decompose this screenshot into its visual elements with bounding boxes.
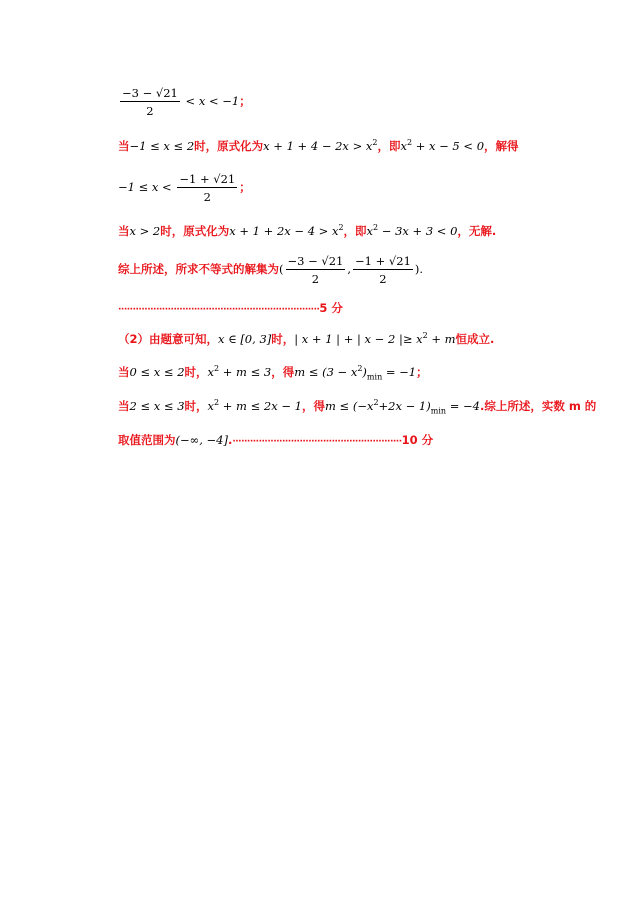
subscript: min xyxy=(366,372,383,382)
score-label: 10 分 xyxy=(401,433,434,447)
exponent: 2 xyxy=(373,398,379,408)
fraction-denominator: 2 xyxy=(311,272,320,286)
exponent: 2 xyxy=(373,223,379,233)
math-segment: + m xyxy=(427,332,456,346)
math-segment: x ∈ [0, 3] xyxy=(218,332,272,346)
exponent: 2 xyxy=(357,364,363,374)
math-segment: + m ≤ 2x − 1 xyxy=(219,399,302,413)
exponent: 2 xyxy=(214,398,220,408)
text-segment: （2）由题意可知， xyxy=(118,332,219,346)
math-segment: x xyxy=(366,224,374,238)
paren: ) xyxy=(414,262,420,276)
text-segment: ，得 xyxy=(301,399,325,413)
math-segment: = −4 xyxy=(446,399,480,413)
text-segment: ，即 xyxy=(343,224,367,238)
math-segment: +2x − 1) xyxy=(378,399,431,413)
leader-dots: ·························································· xyxy=(232,437,402,447)
text-segment: 时， xyxy=(184,365,208,379)
solution-line-1 xyxy=(118,86,251,118)
score-label: 5 分 xyxy=(319,301,343,315)
solution-line-5 xyxy=(118,254,423,286)
semicolon: ； xyxy=(239,180,251,194)
solution-line-3 xyxy=(118,172,251,204)
math-segment: x xyxy=(207,399,215,413)
text-segment: 恒成立. xyxy=(455,332,495,346)
text-segment: 综上所述，所求不等式的解集为 xyxy=(118,262,279,276)
text-segment: 当 xyxy=(118,224,130,238)
semicolon: ； xyxy=(416,365,428,379)
text-segment: ，无解. xyxy=(457,224,497,238)
inequality-tail: < x < −1 xyxy=(181,94,240,108)
math-segment: 2 ≤ x ≤ 3 xyxy=(129,399,185,413)
period: . xyxy=(419,262,424,276)
math-segment: + x − 5 < 0 xyxy=(412,139,485,153)
solution-line-8 xyxy=(118,364,428,381)
math-segment: x > 2 xyxy=(129,224,161,238)
fraction-numerator: −3 − √21 xyxy=(122,86,178,100)
text-segment: 当 xyxy=(118,139,130,153)
fraction-denominator: 2 xyxy=(146,104,154,118)
exponent: 2 xyxy=(214,364,220,374)
fraction-numerator: −1 + √21 xyxy=(179,172,236,186)
text-segment: . xyxy=(227,433,233,447)
leader-dots: ····································································· xyxy=(118,305,320,315)
math-segment: ) xyxy=(362,365,367,379)
text-segment: 取值范围为 xyxy=(118,433,176,447)
math-segment: x + 1 + 2x − 4 > x xyxy=(229,224,339,238)
text-segment: 时，原式化为 xyxy=(194,139,264,153)
text-segment: 时， xyxy=(271,332,295,346)
text-segment: 时， xyxy=(184,399,208,413)
math-segment: (−∞, −4] xyxy=(175,433,228,447)
fraction xyxy=(286,254,346,286)
text-segment: 当 xyxy=(118,365,130,379)
solution-line-10 xyxy=(118,432,433,448)
text-segment: 时，原式化为 xyxy=(160,224,230,238)
math-segment: 0 ≤ x ≤ 2 xyxy=(129,365,185,379)
score-line-1 xyxy=(118,300,343,316)
fraction xyxy=(353,254,413,286)
solution-line-2 xyxy=(118,138,519,154)
math-segment: −1 ≤ x < xyxy=(118,180,176,194)
text-segment: ，即 xyxy=(377,139,401,153)
exponent: 2 xyxy=(372,138,378,148)
math-segment: x xyxy=(207,365,215,379)
math-segment: | x + 1 | + | x − 2 |≥ x xyxy=(294,332,423,346)
text-segment: ，得 xyxy=(271,365,295,379)
text-segment: ，解得 xyxy=(484,139,519,153)
solution-line-9 xyxy=(118,398,596,415)
fraction-denominator: 2 xyxy=(203,190,211,204)
text-segment: 当 xyxy=(118,399,130,413)
text-segment: .综上所述，实数 m 的 xyxy=(479,399,597,413)
exponent: 2 xyxy=(422,331,428,341)
math-segment: + m ≤ 3 xyxy=(219,365,272,379)
paren: ( xyxy=(279,262,284,276)
math-segment: x xyxy=(400,139,407,153)
exponent: 2 xyxy=(406,138,413,148)
math-segment: m ≤ (3 − x xyxy=(294,365,358,379)
math-segment: − 3x + 3 < 0 xyxy=(378,224,458,238)
math-segment: = −1 xyxy=(382,365,417,379)
solution-line-7 xyxy=(118,331,494,347)
comma: , xyxy=(347,262,352,276)
fraction xyxy=(120,86,180,118)
math-segment: x + 1 + 4 − 2x > x xyxy=(263,139,373,153)
fraction-denominator: 2 xyxy=(379,272,387,286)
math-segment: −1 ≤ x ≤ 2 xyxy=(129,139,195,153)
fraction xyxy=(177,172,237,204)
math-segment: m ≤ (−x xyxy=(324,399,374,413)
fraction-numerator: −1 + √21 xyxy=(355,254,411,268)
semicolon: ； xyxy=(239,94,251,108)
fraction-numerator: −3 − √21 xyxy=(287,254,344,268)
exponent: 2 xyxy=(338,223,344,233)
solution-line-4 xyxy=(118,223,496,239)
subscript: min xyxy=(430,406,447,416)
